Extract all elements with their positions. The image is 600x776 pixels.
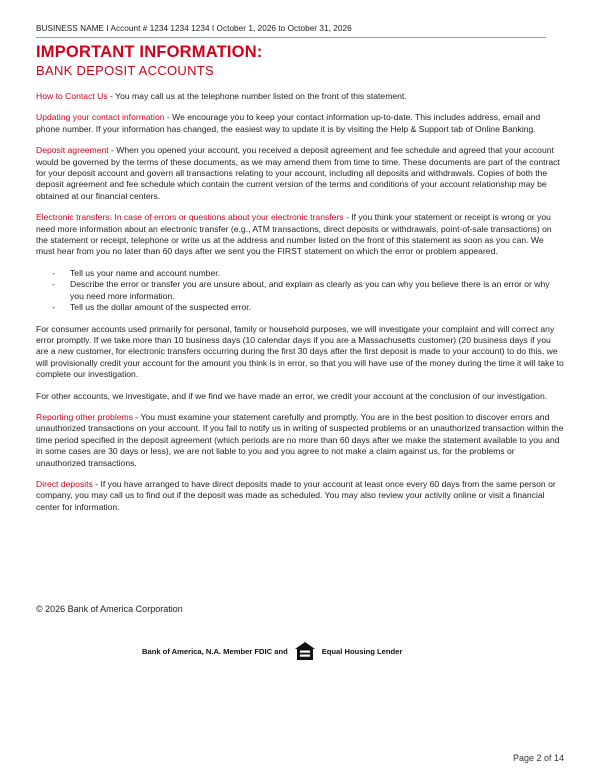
updating-paragraph — [36, 112, 564, 135]
error-steps-list — [36, 268, 564, 314]
direct-deposits-text: - If you have arranged to have direct deposits made to your account at least once every 60 days from the same person or company, you may call us to find out if the deposit was made as scheduled. You may also review your activity online or visit a financial center for information. — [36, 478, 556, 512]
fdic-member-text: Bank of America, N.A. Member FDIC and — [142, 646, 288, 656]
list-item-text: Tell us the dollar amount of the suspected error. — [70, 302, 252, 313]
updating-text: - We encourage you to keep your contact information up-to-date. This includes address, email and phone number. If your information has changed, the easiest way to update it is by visiting the Help & Support tab of Online Banking. — [36, 112, 541, 134]
page-title: IMPORTANT INFORMATION: — [36, 43, 263, 61]
list-item-text: Tell us your name and account number. — [70, 267, 220, 278]
contact-text: - You may call us at the telephone number listed on the front of this statement. — [107, 91, 407, 101]
copyright-notice: © 2026 Bank of America Corporation — [36, 604, 183, 614]
reporting-paragraph — [36, 412, 564, 469]
equal-housing-icon — [294, 641, 316, 661]
page-subtitle: BANK DEPOSIT ACCOUNTS — [36, 63, 214, 78]
deposit-agreement-heading: Deposit agreement — [36, 145, 109, 156]
list-item — [36, 302, 564, 313]
direct-deposits-paragraph — [36, 479, 564, 513]
consumer-accounts-paragraph: For consumer accounts used primarily for personal, family or household purposes, we will investigate your complaint and will correct any error promptly. If we take more than 10 business days (10 calendar days if you are a Massachusetts customer) (20 business days if you are a new customer, for electronic transfers occurring during the first 30 days after the first deposit is made to your account) to do this, we will provisionally credit your account for the amount you think is in error, so that you will have use of the money during the time it will take to complete our investigation. — [36, 323, 564, 380]
fdic-footer — [142, 641, 432, 661]
list-item-text: Describe the error or transfer you are unsure about, and explain as clearly as you can why you believe there is an error or why you need more information. — [70, 279, 550, 301]
electronic-transfers-text: - If you think your statement or receipt is wrong or you need more information about an electronic transfer (e.g., ATM transactions, direct deposits or withdrawals, point-of-sale transactions) on the statement or receipt, telephone or write us at the address and number listed on the front of this statement as soon as you can. We must hear from you no later than 60 days after we sent you the FIRST statement on which the error or problem appeared. — [36, 212, 552, 257]
bullet-dash: - — [52, 279, 55, 290]
deposit-agreement-text: - When you opened your account, you received a deposit agreement and fee schedule and agreed that your account would be governed by the terms of these documents, as we may amend them from time to time. These documents are part of the contract for your deposit account and govern all transactions relating to your account, including all deposits and withdrawals. Copies of both the deposit agreement and fee schedule which contain the current version of the terms and conditions of your account relationship may be obtained at our financial centers. — [36, 145, 560, 201]
list-item — [36, 279, 564, 302]
list-item — [36, 268, 564, 279]
contact-paragraph — [36, 91, 564, 102]
bullet-dash: - — [52, 302, 55, 313]
page-number: Page 2 of 14 — [512, 753, 564, 763]
electronic-transfers-heading: Electronic transfers: In case of errors or questions about your electronic transfers — [36, 212, 344, 223]
reporting-text: - You must examine your statement carefully and promptly. You are in the best position to discover errors and unauthorized transactions on your account. If you fail to notify us in writing of suspected problems or an unauthorized transaction within the time period specified in the deposit agreement (which periods are no more than 60 days after we make the statement available to you and in some cases are 30 days or less), we are not liable to you and you agree to not make a claim against us, for the problems or unauthorized transactions. — [36, 411, 564, 468]
statement-header: BUSINESS NAME I Account # 1234 1234 1234 I October 1, 2026 to October 31, 2026 — [36, 24, 546, 38]
info-content — [36, 91, 564, 523]
other-accounts-paragraph: For other accounts, we investigate, and if we find we have made an error, we credit your account at the conclusion of our investigation. — [36, 390, 548, 401]
electronic-transfers-paragraph — [36, 212, 564, 258]
reporting-heading: Reporting other problems — [36, 411, 133, 422]
equal-housing-text: Equal Housing Lender — [321, 646, 403, 656]
deposit-agreement-paragraph — [36, 145, 564, 202]
contact-heading: How to Contact Us — [36, 91, 108, 101]
direct-deposits-heading: Direct deposits — [36, 478, 93, 489]
bullet-dash: - — [52, 267, 55, 278]
updating-heading: Updating your contact information — [36, 112, 165, 123]
